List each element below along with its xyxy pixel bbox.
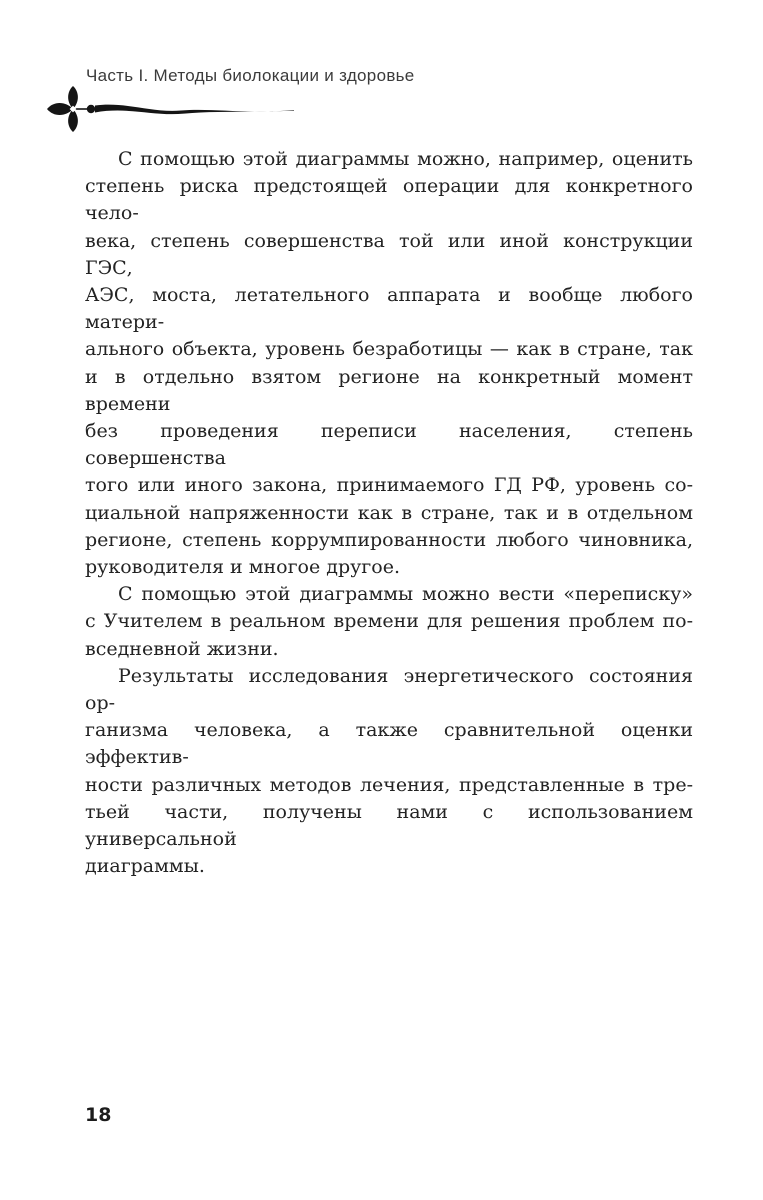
text-line: тьей части, получены нами с использованием универсальной [85,800,693,851]
body-text [85,146,693,880]
text-line: ганизма человека, а также сравнительной оценки эффектив- [85,719,693,769]
text-line: степень риска предстоящей операции для конкретного чело- [85,175,693,225]
text-line: без проведения переписи населения, степень совершенства [85,420,693,470]
text-line: ального объекта, уровень безработицы — как в стране, так [85,338,693,361]
text-line: циальной напряженности как в стране, так и в отдельном [85,501,693,524]
text-line: АЭС, моста, летательного аппарата и вообще любого матери- [85,284,693,334]
text-line: Результаты исследования энергетического состояния ор- [85,664,693,715]
text-line: вседневной жизни. [85,637,279,660]
text-line: руководителя и многое другое. [85,556,400,579]
text-line: С помощью этой диаграммы можно вести «переписку» [118,583,693,606]
text-line: века, степень совершенства той или иной конструкции ГЭС, [85,229,693,279]
page-number: 18 [85,1104,112,1126]
text-line: и в отдельно взятом регионе на конкретный момент времени [85,365,693,415]
text-line: с Учителем в реальном времени для решения проблем по- [85,610,693,633]
running-head: Часть I. Методы биолокации и здоровье [86,66,415,85]
text-line: диаграммы. [85,855,205,878]
text-line: ности различных методов лечения, представленные в тре- [85,773,693,796]
text-line: С помощью этой диаграммы можно, например, оценить [118,148,693,170]
flourish-ornament-icon [46,84,296,134]
text-line: регионе, степень коррумпированности любого чиновника, [85,528,693,551]
text-line: того или иного закона, принимаемого ГД РФ, уровень со- [85,474,693,497]
